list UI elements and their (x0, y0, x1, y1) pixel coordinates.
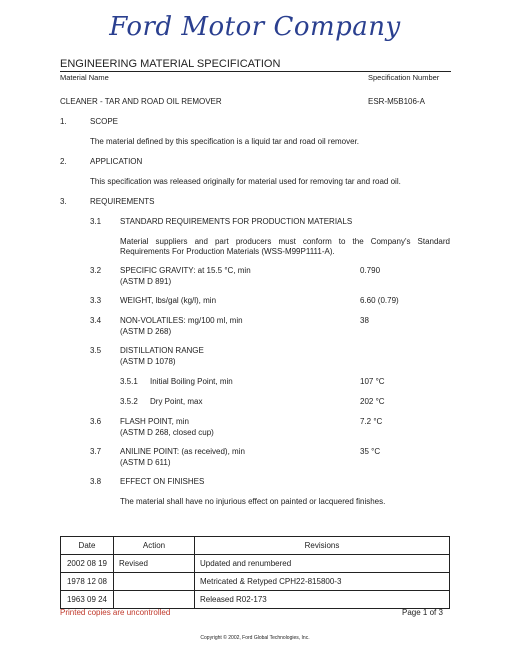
revision-action (114, 591, 195, 609)
revision-date: 1963 09 24 (61, 591, 114, 609)
requirement-number: 3.5.2 (120, 397, 138, 406)
requirement-method: (ASTM D 268, closed cup) (120, 428, 214, 437)
material-name: CLEANER - TAR AND ROAD OIL REMOVER (60, 97, 222, 106)
ford-logo: Ford Motor Company (109, 12, 401, 42)
spec-number: ESR-M5B106-A (368, 97, 425, 106)
requirement-title: STANDARD REQUIREMENTS FOR PRODUCTION MATERIALS (120, 217, 353, 226)
column-header-revisions: Revisions (195, 537, 450, 555)
requirement-value: 35 °C (360, 447, 381, 456)
section-heading-application: APPLICATION (90, 157, 143, 166)
requirement-title: WEIGHT, lbs/gal (kg/l), min (120, 296, 217, 305)
table-row (61, 573, 450, 591)
section-heading-scope: SCOPE (90, 117, 119, 126)
revision-table (60, 536, 450, 609)
requirement-value: 6.60 (0.79) (360, 296, 399, 305)
requirement-method: (ASTM D 268) (120, 327, 172, 336)
requirement-title: Initial Boiling Point, min (150, 377, 233, 386)
revision-description: Updated and renumbered (195, 555, 450, 573)
revision-action (114, 573, 195, 591)
requirement-value: 107 °C (360, 377, 385, 386)
section-number: 3. (60, 197, 67, 206)
table-row (61, 591, 450, 609)
requirement-title: EFFECT ON FINISHES (120, 477, 205, 486)
requirement-number: 3.7 (90, 447, 102, 456)
revision-date: 2002 08 19 (61, 555, 114, 573)
table-header-row (61, 537, 450, 555)
section-number: 1. (60, 117, 67, 126)
requirement-title: DISTILLATION RANGE (120, 346, 204, 355)
requirement-number: 3.5 (90, 346, 102, 355)
requirement-title: Dry Point, max (150, 397, 203, 406)
requirement-text: The material shall have no injurious effect on painted or lacquered finishes. (120, 497, 386, 506)
copyright-notice: Copyright © 2002, Ford Global Technologies, Inc. (200, 635, 310, 641)
revision-action: Revised (114, 555, 195, 573)
requirement-number: 3.2 (90, 266, 102, 275)
material-name-label: Material Name (60, 73, 109, 82)
requirement-number: 3.4 (90, 316, 102, 325)
requirement-number: 3.3 (90, 296, 102, 305)
requirement-title: FLASH POINT, min (120, 417, 189, 426)
requirement-value: 0.790 (360, 266, 381, 275)
requirement-number: 3.8 (90, 477, 102, 486)
application-text: This specification was released originally for material used for removing tar and road oil. (90, 177, 401, 186)
requirement-text: Material suppliers and part producers must conform to the Company's Standard Requirements For Production Materials (WSS-M99P1111-A). (120, 237, 450, 256)
spec-number-label: Specification Number (368, 73, 440, 82)
requirement-value: 38 (360, 316, 369, 325)
revision-description: Released R02-173 (195, 591, 450, 609)
column-header-date: Date (61, 537, 114, 555)
requirement-number: 3.5.1 (120, 377, 138, 386)
table-row (61, 555, 450, 573)
scope-text: The material defined by this specification is a liquid tar and road oil remover. (90, 137, 360, 146)
requirement-number: 3.1 (90, 217, 102, 226)
requirement-method: (ASTM D 891) (120, 277, 172, 286)
requirement-title: NON-VOLATILES: mg/100 ml, min (120, 316, 243, 325)
requirement-method: (ASTM D 1078) (120, 357, 176, 366)
revision-description: Metricated & Retyped CPH22-815800-3 (195, 573, 450, 591)
uncontrolled-copy-notice: Printed copies are uncontrolled (60, 608, 171, 617)
title-rule (60, 71, 451, 72)
requirement-method: (ASTM D 611) (120, 458, 171, 467)
requirement-number: 3.6 (90, 417, 102, 426)
requirement-title: SPECIFIC GRAVITY: at 15.5 °C, min (120, 266, 251, 275)
section-number: 2. (60, 157, 67, 166)
page-number: Page 1 of 3 (402, 608, 443, 617)
requirement-value: 202 °C (360, 397, 385, 406)
column-header-action: Action (114, 537, 195, 555)
document-title: ENGINEERING MATERIAL SPECIFICATION (60, 58, 281, 70)
requirement-title: ANILINE POINT: (as received), min (120, 447, 245, 456)
revision-date: 1978 12 08 (61, 573, 114, 591)
section-heading-requirements: REQUIREMENTS (90, 197, 155, 206)
requirement-value: 7.2 °C (360, 417, 383, 426)
